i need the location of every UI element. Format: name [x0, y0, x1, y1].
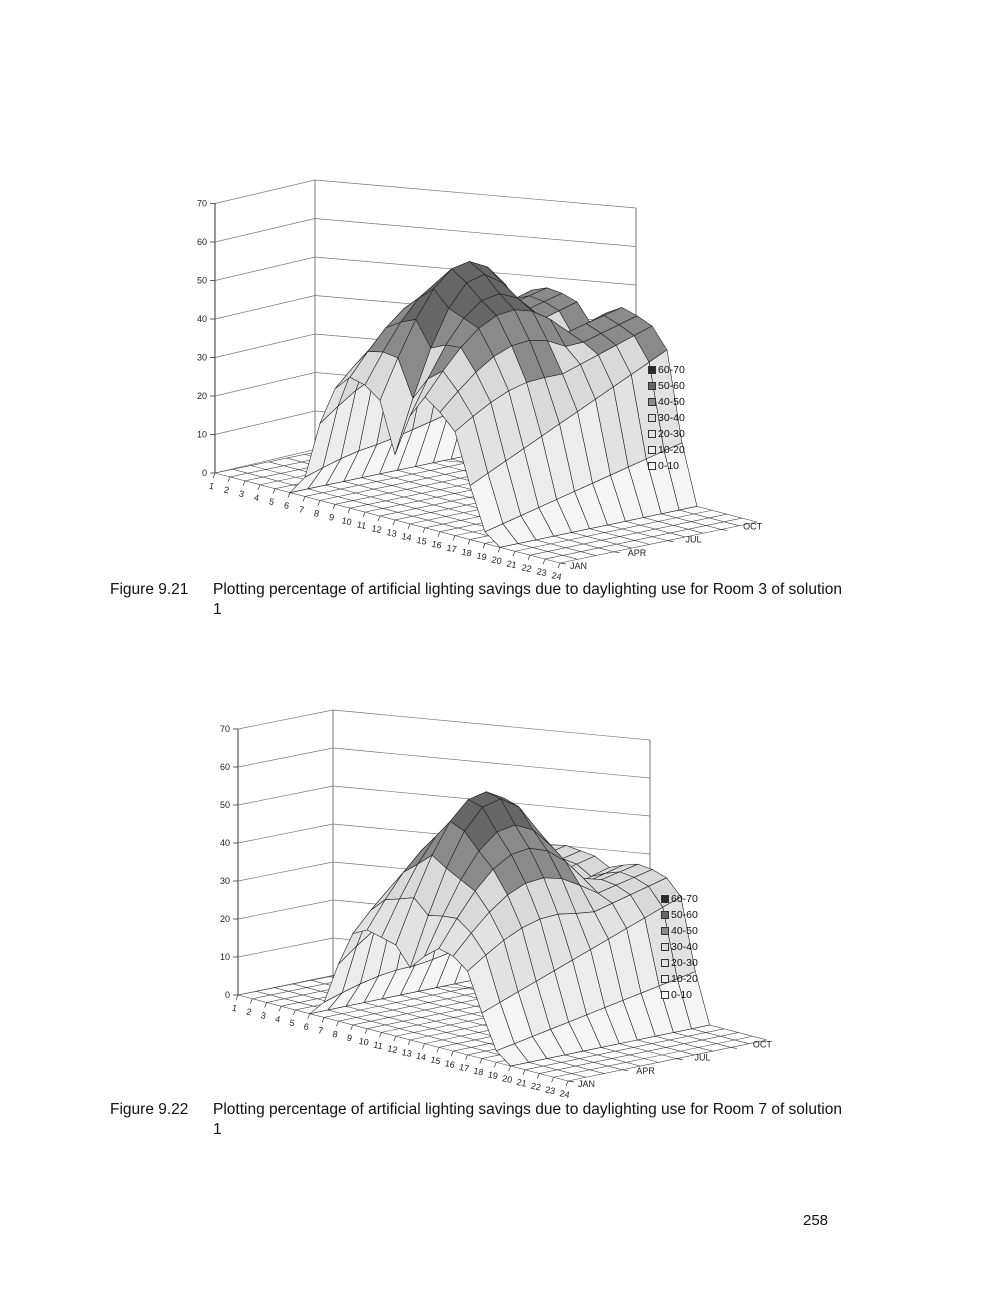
x-tick-label: 17: [445, 542, 458, 555]
x-tick: [236, 995, 238, 1000]
legend-swatch: [661, 895, 669, 903]
x-tick: [523, 1070, 525, 1075]
x-tick: [552, 1077, 554, 1082]
x-tick: [303, 496, 305, 501]
x-tick: [378, 516, 380, 521]
x-tick: [363, 512, 365, 517]
x-tick: [348, 508, 350, 513]
x-tick-label: 3: [238, 488, 246, 500]
x-tick: [333, 504, 335, 509]
caption-number: Figure 9.22: [110, 1101, 189, 1118]
legend-swatch: [661, 975, 669, 983]
x-tick-label: 4: [253, 492, 261, 504]
x-tick-label: 1: [208, 480, 216, 492]
x-tick: [437, 1047, 439, 1052]
x-tick: [466, 1055, 468, 1060]
x-tick: [509, 1066, 511, 1071]
legend-label: 60-70: [658, 364, 685, 376]
x-tick: [558, 563, 560, 568]
legend-label: 20-30: [658, 428, 685, 440]
x-tick-label: 12: [386, 1043, 399, 1056]
x-tick-label: 20: [501, 1073, 514, 1086]
chart-legend: [661, 891, 698, 1003]
x-tick: [537, 1074, 539, 1079]
gridline: [238, 710, 650, 740]
legend-item: [648, 458, 685, 474]
x-tick: [423, 1044, 425, 1049]
x-tick-label: 23: [544, 1084, 557, 1097]
z-tick-label: 20: [196, 391, 207, 401]
x-tick: [365, 1029, 367, 1034]
x-tick-label: 4: [274, 1013, 282, 1025]
x-tick-label: 5: [268, 496, 276, 508]
legend-item: [661, 907, 698, 923]
legend-swatch: [661, 927, 669, 935]
y-tick: [667, 541, 673, 542]
legend-label: 60-70: [671, 893, 698, 905]
y-tick-label: OCT: [743, 521, 763, 532]
x-tick-label: 9: [328, 511, 336, 523]
x-tick: [351, 1025, 353, 1030]
page-number: 258: [803, 1212, 829, 1229]
x-tick-label: 22: [520, 562, 533, 575]
x-tick: [451, 1051, 453, 1056]
gridline: [215, 257, 636, 285]
y-tick: [721, 529, 727, 530]
x-tick: [273, 489, 275, 494]
caption-number: Figure 9.21: [110, 581, 189, 598]
y-tick: [568, 1081, 574, 1082]
gridline: [215, 180, 636, 208]
legend-item: [661, 987, 698, 1003]
x-tick-label: 2: [245, 1006, 253, 1018]
x-tick: [228, 477, 230, 482]
x-tick-label: 24: [558, 1088, 571, 1100]
surface-chart-1-svg: [0, 170, 1000, 580]
x-tick-label: 19: [486, 1069, 499, 1082]
legend-label: 0-10: [658, 460, 680, 472]
x-tick-label: 9: [345, 1032, 353, 1044]
x-tick: [468, 540, 470, 545]
x-tick: [379, 1032, 381, 1037]
legend-item: [648, 394, 685, 410]
chart-legend: [648, 362, 685, 474]
x-tick: [336, 1021, 338, 1026]
x-tick-label: 14: [415, 1050, 428, 1063]
x-tick: [494, 1062, 496, 1067]
x-tick: [423, 528, 425, 533]
x-tick-label: 1: [231, 1002, 239, 1014]
z-tick-label: 10: [219, 952, 230, 962]
caption-text: Plotting percentage of artificial lighting savings due to daylighting use for Room 7 of solution 1: [213, 1101, 842, 1138]
legend-label: 20-30: [671, 957, 698, 969]
surface-chart-2: [0, 700, 1000, 1100]
legend-item: [648, 362, 685, 378]
z-tick-label: 40: [196, 314, 207, 324]
y-tick: [677, 1059, 683, 1060]
legend-label: 40-50: [671, 925, 698, 937]
z-tick-label: 50: [196, 275, 207, 286]
z-tick-label: 60: [219, 762, 230, 772]
legend-label: 30-40: [658, 412, 685, 424]
x-tick-label: 6: [283, 500, 291, 512]
x-tick-label: 2: [223, 484, 231, 496]
legend-label: 10-20: [671, 973, 698, 985]
x-tick-label: 15: [429, 1054, 442, 1067]
z-tick-label: 10: [196, 429, 207, 440]
legend-swatch: [661, 959, 669, 967]
x-tick-label: 10: [340, 515, 353, 528]
legend-item: [661, 971, 698, 987]
x-tick-label: 17: [458, 1061, 471, 1074]
x-tick-label: 11: [372, 1039, 384, 1052]
y-tick: [614, 552, 620, 553]
x-tick-label: 19: [475, 550, 488, 563]
y-tick-label: APR: [627, 547, 647, 558]
y-tick-label: JAN: [570, 561, 588, 571]
x-tick-label: 5: [288, 1017, 296, 1029]
legend-item: [661, 891, 698, 907]
x-tick-label: 11: [356, 519, 368, 532]
x-tick: [408, 1040, 410, 1045]
legend-label: 0-10: [671, 989, 693, 1001]
legend-item: [661, 939, 698, 955]
legend-swatch: [648, 430, 656, 438]
x-tick: [483, 543, 485, 548]
x-tick-label: 18: [472, 1065, 485, 1078]
x-tick: [453, 536, 455, 541]
x-tick: [213, 473, 215, 478]
z-tick-label: 0: [201, 468, 207, 478]
legend-item: [661, 955, 698, 971]
y-tick: [622, 1070, 628, 1071]
surface-chart-1: [0, 170, 1000, 580]
x-tick-label: 7: [317, 1025, 325, 1036]
surface-chart-2-svg: [0, 700, 1000, 1100]
x-tick: [322, 1017, 324, 1022]
x-tick: [543, 559, 545, 564]
x-tick-label: 16: [443, 1058, 456, 1071]
x-tick: [265, 1002, 267, 1007]
x-tick: [394, 1036, 396, 1041]
legend-label: 50-60: [671, 909, 698, 921]
x-tick: [393, 520, 395, 525]
legend-item: [648, 426, 685, 442]
gridline: [215, 219, 636, 247]
y-tick: [731, 1047, 737, 1048]
x-tick-label: 18: [460, 546, 473, 559]
z-tick-label: 70: [196, 198, 207, 209]
x-tick-label: 3: [259, 1010, 267, 1021]
legend-swatch: [661, 943, 669, 951]
x-tick-label: 20: [490, 554, 503, 567]
legend-swatch: [648, 462, 656, 470]
legend-swatch: [648, 446, 656, 454]
y-tick-label: JAN: [578, 1079, 596, 1089]
x-tick-label: 10: [357, 1035, 370, 1048]
legend-swatch: [648, 382, 656, 390]
legend-swatch: [648, 366, 656, 374]
y-tick-label: OCT: [752, 1039, 772, 1050]
x-tick-label: 16: [430, 538, 443, 551]
x-tick: [408, 524, 410, 529]
x-tick-label: 14: [400, 531, 413, 543]
z-tick-label: 50: [219, 800, 230, 810]
z-tick-label: 70: [219, 724, 230, 734]
legend-swatch: [661, 911, 669, 919]
legend-label: 40-50: [658, 396, 685, 408]
z-tick-label: 40: [219, 838, 230, 848]
x-tick-label: 24: [550, 570, 563, 582]
z-tick-label: 30: [196, 352, 207, 363]
legend-label: 10-20: [658, 444, 685, 456]
x-tick-label: 12: [370, 523, 383, 536]
x-tick: [566, 1081, 568, 1086]
y-tick-label: JUL: [685, 534, 702, 545]
x-tick: [480, 1059, 482, 1064]
x-tick: [308, 1014, 310, 1019]
x-tick: [513, 551, 515, 556]
x-tick-label: 8: [313, 508, 321, 519]
x-tick-label: 6: [302, 1021, 310, 1033]
legend-swatch: [648, 414, 656, 422]
x-tick: [288, 493, 290, 498]
x-tick: [528, 555, 530, 560]
x-tick-label: 21: [515, 1076, 528, 1089]
x-tick: [258, 485, 260, 490]
x-tick-label: 23: [535, 566, 548, 579]
x-tick-label: 7: [298, 504, 306, 515]
legend-item: [661, 923, 698, 939]
x-tick: [279, 1006, 281, 1011]
x-tick: [438, 532, 440, 537]
z-tick-label: 60: [196, 237, 207, 247]
x-tick-label: 21: [505, 558, 518, 571]
x-tick: [243, 481, 245, 486]
x-tick: [250, 999, 252, 1004]
y-tick-label: JUL: [694, 1052, 711, 1063]
legend-item: [648, 410, 685, 426]
x-tick-label: 22: [529, 1080, 542, 1093]
gridline: [238, 786, 650, 816]
legend-item: [648, 442, 685, 458]
legend-swatch: [661, 991, 669, 999]
x-tick: [498, 547, 500, 552]
x-tick-label: 13: [400, 1047, 413, 1059]
x-tick: [318, 500, 320, 505]
x-tick-label: 15: [415, 534, 428, 547]
z-tick-label: 20: [219, 914, 230, 924]
z-tick-label: 30: [219, 876, 230, 886]
legend-label: 50-60: [658, 380, 685, 392]
x-tick-label: 13: [385, 527, 398, 539]
y-tick: [560, 563, 566, 564]
z-tick-label: 0: [224, 990, 230, 1000]
caption-text: Plotting percentage of artificial lighting savings due to daylighting use for Room 3 of solution 1: [213, 581, 842, 618]
x-tick-label: 8: [331, 1028, 339, 1040]
legend-label: 30-40: [671, 941, 698, 953]
x-tick: [293, 1010, 295, 1015]
y-tick-label: APR: [636, 1065, 655, 1076]
legend-swatch: [648, 398, 656, 406]
gridline: [238, 748, 650, 778]
legend-item: [648, 378, 685, 394]
